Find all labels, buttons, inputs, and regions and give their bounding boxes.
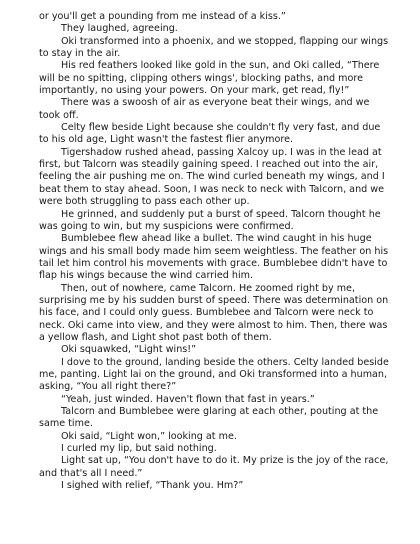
- paragraph: His red feathers looked like gold in the sun, and Oki called, “There will be no spitting, clipping others wings', blocking paths, and more importantly, no using your powers. On your mark, get read, fly!”: [39, 60, 380, 97]
- paragraph: Talcorn and Bumblebee were glaring at each other, pouting at the same time.: [39, 406, 379, 430]
- paragraph: Celty flew beside Light because she couldn't fly very fast, and due to his old age, Light wasn't the fastest flier anymore.: [39, 122, 381, 146]
- paragraph: “Yeah, just winded. Haven't flown that fast in years.”: [61, 393, 315, 405]
- paragraph: Then, out of nowhere, came Talcorn. He zoomed right by me, surprising me by his sudden burst of speed. There was determination on his face, and I could only guess. Bumblebee and Talcorn were neck to neck. Oki came into view, and they were almost to him. Then, there was a yellow flash, and Light shot past both of them.: [39, 282, 389, 343]
- paragraph: Tigershadow rushed ahead, passing Xalcoy up. I was in the lead at first, but Talcorn was steadily gaining speed. I reached out into the air, feeling the air pushing me on. The wind curled beneath my wings, and I beat them to stay ahead. Soon, I was neck to neck with Talcorn, and we were both struggling to pass each other up.: [39, 146, 385, 208]
- paragraph: There was a swoosh of air as everyone beat their wings, and we took off.: [39, 97, 370, 121]
- paragraph: They laughed, agreeing.: [61, 23, 178, 35]
- document-page: [39, 11, 391, 492]
- paragraph: Oki said, “Light won,” looking at me.: [61, 430, 237, 442]
- paragraph: Oki transformed into a phoenix, and we stopped, flapping our wings to stay in the air.: [39, 35, 389, 60]
- paragraph: He grinned, and suddenly put a burst of speed. Talcorn thought he was going to win, but my suspicions were confirmed.: [39, 208, 381, 232]
- paragraph: I curled my lip, but said nothing.: [61, 443, 217, 455]
- paragraph: I sighed with relief, “Thank you. Hm?”: [61, 480, 244, 492]
- paragraph: I dove to the ground, landing beside the others. Celty landed beside me, panting. Light lai on the ground, and Oki transformed into a human, asking, “You all right there?”: [39, 356, 389, 393]
- paragraph: Light sat up, “You don't have to do it. My prize is the joy of the race, and that's all I need.”: [39, 455, 389, 479]
- paragraph: Oki squawked, “Light wins!”: [61, 344, 197, 356]
- paragraph: or you'll get a pounding from me instead of a kiss.”: [39, 11, 286, 22]
- paragraph: Bumblebee flew ahead like a bullet. The wind caught in his huge wings and his small body made him seem weightless. The feather on his tail let him control his movements with grace. Bumblebee didn't have to flap his wings because the wind carried him.: [39, 233, 389, 282]
